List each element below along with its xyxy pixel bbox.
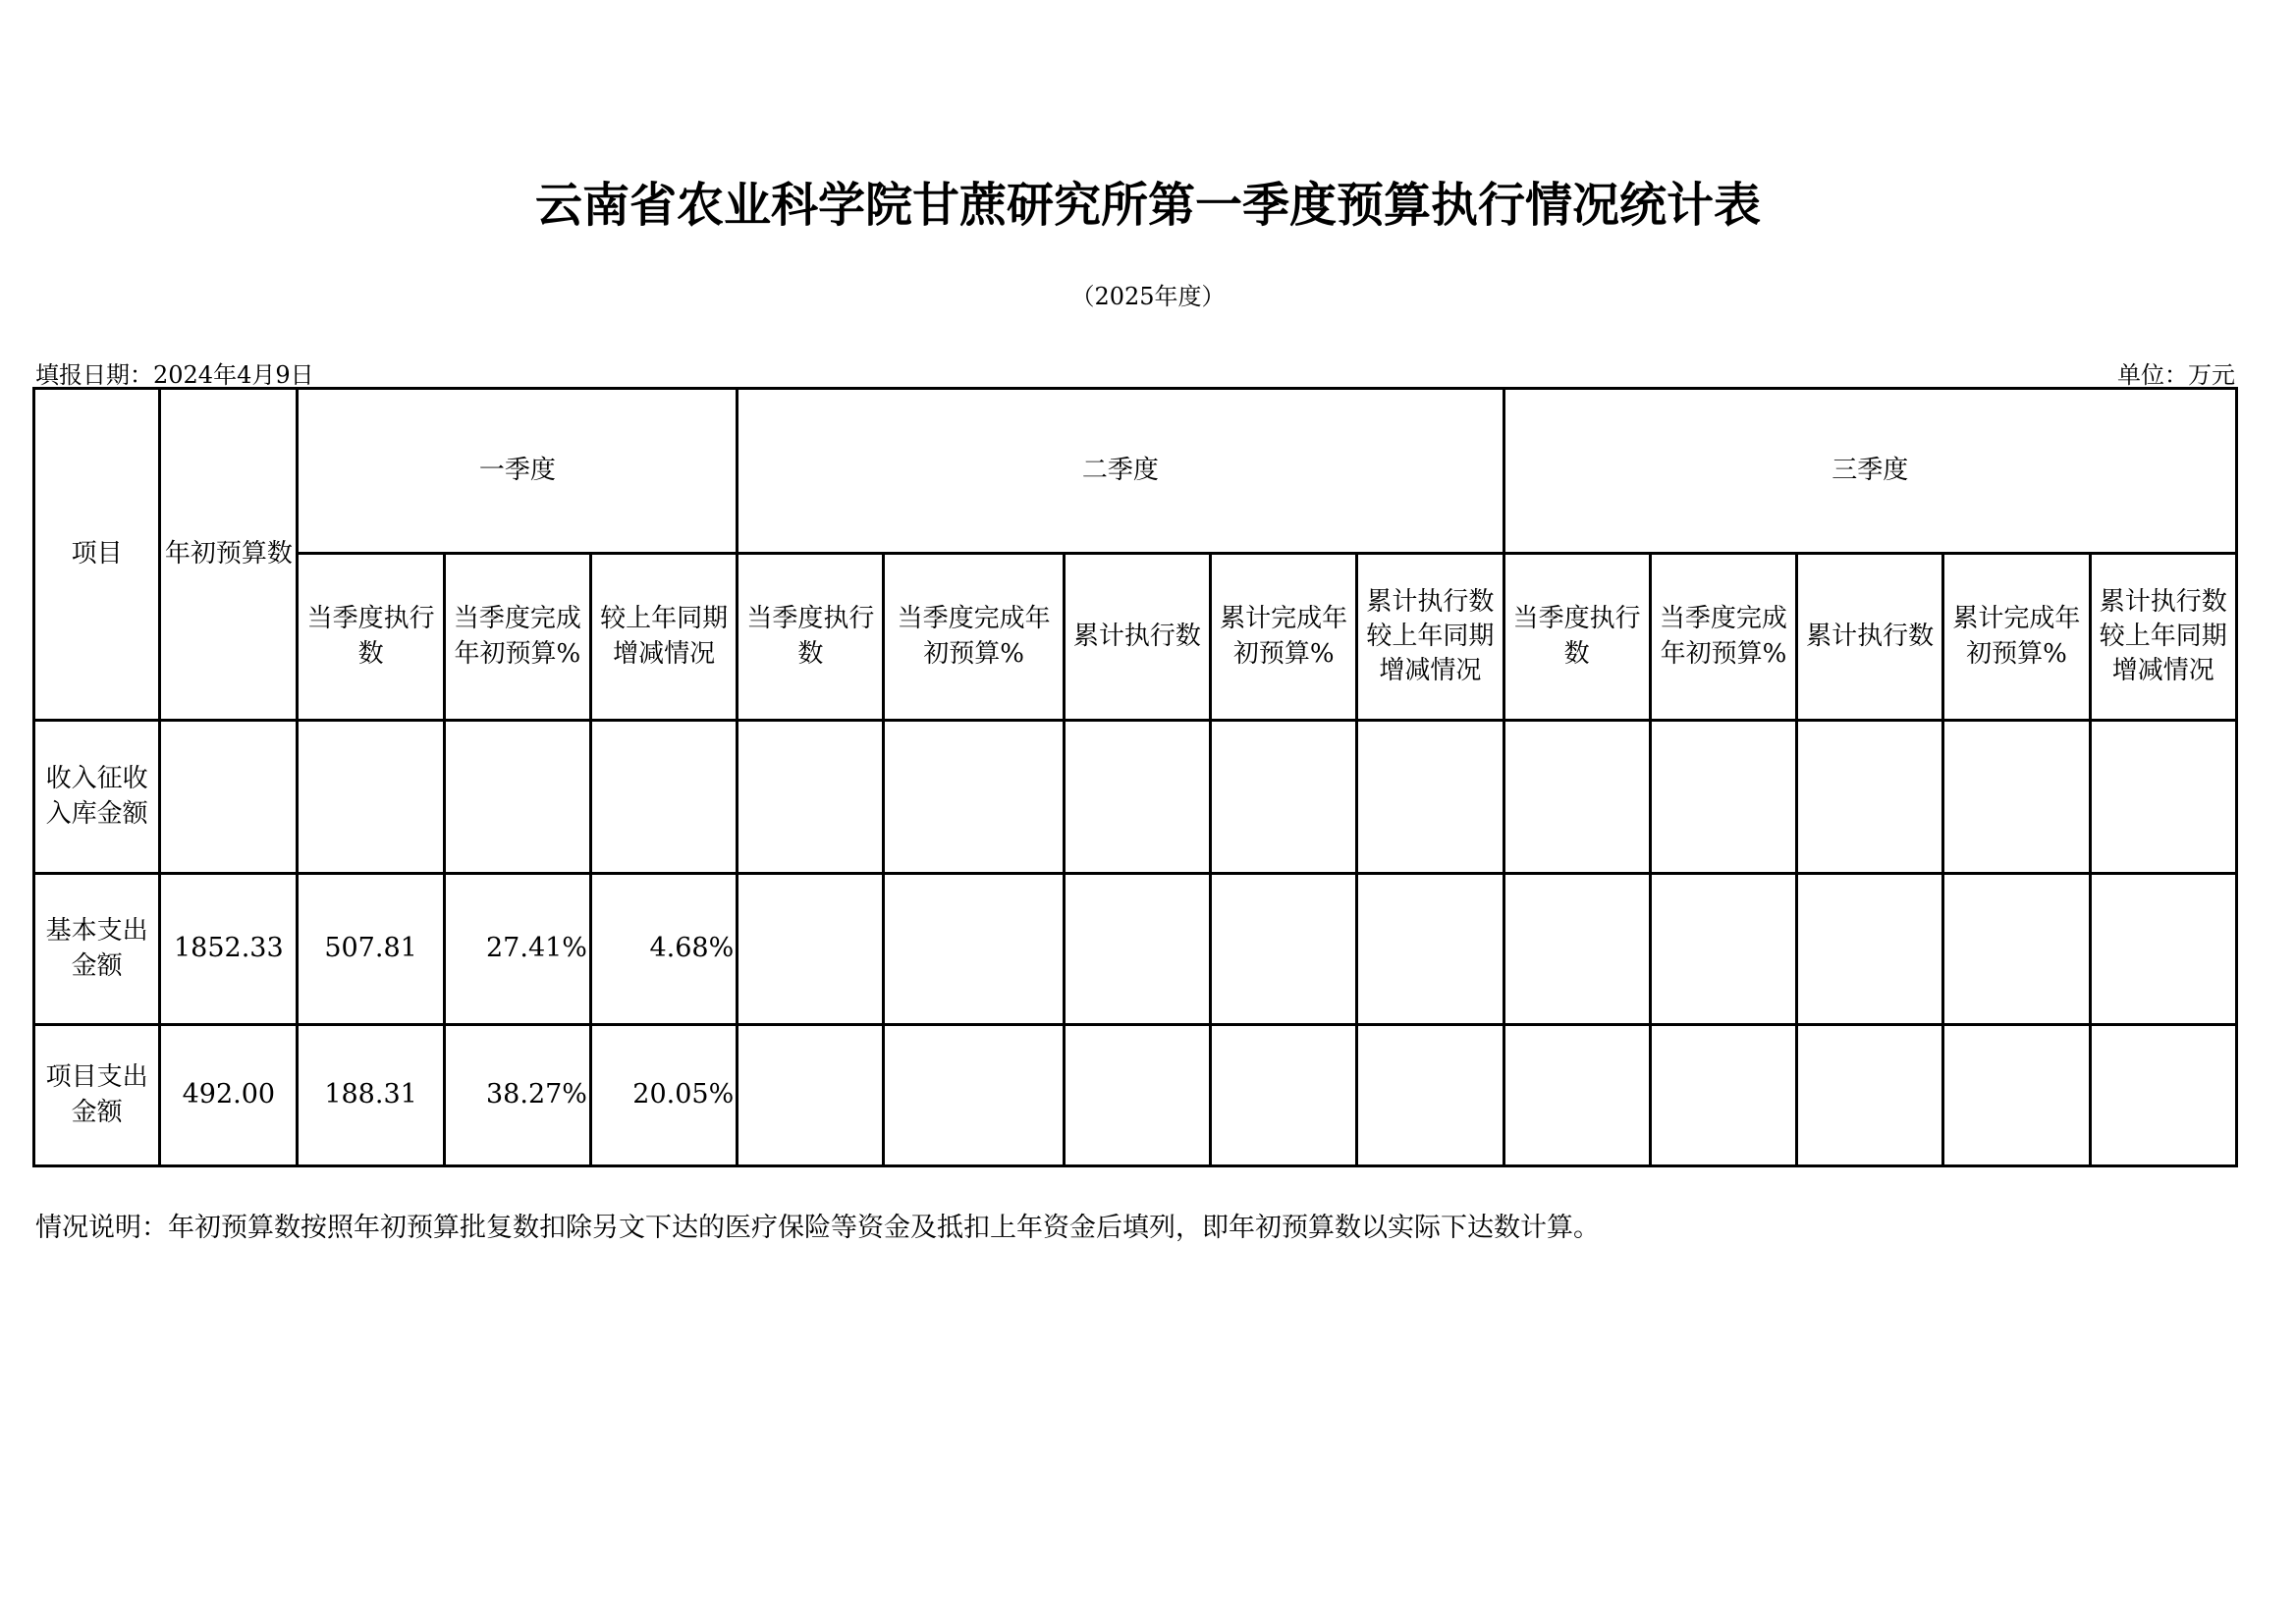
table-row	[34, 874, 2237, 1025]
table-cell	[1357, 721, 1503, 874]
table-cell	[1064, 874, 1210, 1025]
table-cell: 188.31	[298, 1025, 444, 1166]
table-cell	[2090, 721, 2236, 874]
table-cell	[1211, 1025, 1357, 1166]
table-cell	[738, 1025, 884, 1166]
table-cell	[884, 874, 1064, 1025]
table-cell: 4.68%	[590, 874, 737, 1025]
unit-label: 单位：万元	[2117, 361, 2235, 389]
row-label: 项目支出金额	[34, 1025, 160, 1166]
table-cell	[1943, 874, 2090, 1025]
table-cell	[738, 721, 884, 874]
table-cell	[1797, 1025, 1943, 1166]
budget-table	[32, 387, 2238, 1167]
table-cell	[1943, 721, 2090, 874]
table-cell: 507.81	[298, 874, 444, 1025]
header-item: 项目	[34, 389, 160, 721]
page-subtitle: （2025年度）	[1070, 283, 1226, 310]
table-cell	[1211, 874, 1357, 1025]
row-label: 基本支出金额	[34, 874, 160, 1025]
header-q3-col: 累计执行数	[1797, 554, 1943, 721]
table-row	[34, 721, 2237, 874]
header-q2: 二季度	[738, 389, 1503, 554]
table-cell	[444, 721, 590, 874]
header-q2-col: 当季度执行数	[738, 554, 884, 721]
header-q2-col: 当季度完成年初预算%	[884, 554, 1064, 721]
table-cell	[298, 721, 444, 874]
header-q1-col: 当季度执行数	[298, 554, 444, 721]
table-cell: 27.41%	[444, 874, 590, 1025]
table-cell: 20.05%	[590, 1025, 737, 1166]
header-q2-col: 累计执行数较上年同期增减情况	[1357, 554, 1503, 721]
header-q3-col: 当季度完成年初预算%	[1650, 554, 1796, 721]
table-row	[34, 1025, 2237, 1166]
table-cell	[1650, 1025, 1796, 1166]
fill-date: 填报日期：2024年4月9日	[35, 361, 314, 389]
explanation-note: 情况说明：年初预算数按照年初预算批复数扣除另文下达的医疗保险等资金及抵扣上年资金后填列，即年初预算数以实际下达数计算。	[35, 1213, 1600, 1243]
header-q3-col: 当季度执行数	[1503, 554, 1650, 721]
table-cell	[160, 721, 298, 874]
row-label: 收入征收入库金额	[34, 721, 160, 874]
header-q2-col: 累计完成年初预算%	[1211, 554, 1357, 721]
header-q1-col: 较上年同期增减情况	[590, 554, 737, 721]
table-cell	[884, 1025, 1064, 1166]
header-q1-col: 当季度完成年初预算%	[444, 554, 590, 721]
table-cell: 492.00	[160, 1025, 298, 1166]
header-q3-col: 累计完成年初预算%	[1943, 554, 2090, 721]
header-base-budget: 年初预算数	[160, 389, 298, 721]
table-cell	[1650, 721, 1796, 874]
page-title: 云南省农业科学院甘蔗研究所第一季度预算执行情况统计表	[534, 178, 1761, 233]
table-cell	[1797, 874, 1943, 1025]
table-cell	[1797, 721, 1943, 874]
table-cell	[1503, 721, 1650, 874]
table-cell	[1357, 874, 1503, 1025]
table-cell	[1943, 1025, 2090, 1166]
table-cell: 38.27%	[444, 1025, 590, 1166]
table-cell	[1503, 1025, 1650, 1166]
table-cell	[1064, 1025, 1210, 1166]
table-cell	[2090, 874, 2236, 1025]
header-q1: 一季度	[298, 389, 738, 554]
header-q2-col: 累计执行数	[1064, 554, 1210, 721]
table-cell	[590, 721, 737, 874]
table-cell	[1503, 874, 1650, 1025]
table-cell: 1852.33	[160, 874, 298, 1025]
table-cell	[1357, 1025, 1503, 1166]
table-cell	[738, 874, 884, 1025]
table-cell	[1211, 721, 1357, 874]
table-cell	[2090, 1025, 2236, 1166]
header-q3: 三季度	[1503, 389, 2236, 554]
table-cell	[1064, 721, 1210, 874]
header-q3-col: 累计执行数较上年同期增减情况	[2090, 554, 2236, 721]
table-cell	[1650, 874, 1796, 1025]
table-cell	[884, 721, 1064, 874]
